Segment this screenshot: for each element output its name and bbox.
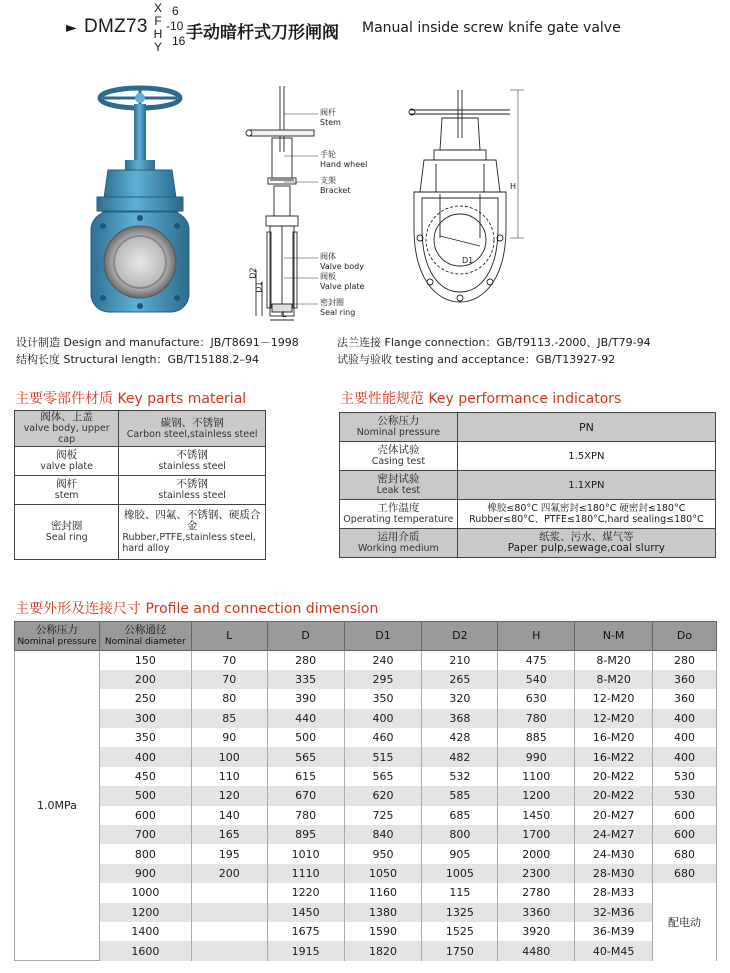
cell-d1: 565 — [344, 767, 422, 786]
performance-row: 公称压力 Nominal pressure PN — [340, 413, 716, 442]
cell-d1: 400 — [344, 709, 422, 728]
cell-d2: 905 — [422, 844, 498, 863]
cell-d1: 1160 — [344, 883, 422, 902]
cell-h: 2000 — [498, 844, 575, 863]
cell-d2: 115 — [422, 883, 498, 902]
cell-do: 600 — [653, 806, 717, 825]
label-dim-d: D1 — [254, 281, 264, 293]
leader-lines — [284, 82, 344, 322]
cell-nm: 16-M20 — [575, 728, 653, 747]
col-h: H — [498, 622, 575, 651]
cell-l: 165 — [191, 825, 267, 844]
cell-d: 895 — [267, 825, 344, 844]
dimensions-body — [15, 651, 717, 961]
cell-h: 540 — [498, 670, 575, 689]
performance-title: 主要性能规范 Key performance indicators — [340, 391, 622, 407]
table-row — [15, 844, 717, 863]
variant-letters — [152, 2, 164, 54]
cell-l: 120 — [191, 786, 267, 805]
cell-nm: 20-M22 — [575, 767, 653, 786]
header-arrow: ► — [66, 20, 77, 36]
cell-l: 110 — [191, 767, 267, 786]
cell-d: 500 — [267, 728, 344, 747]
cell-dn: 1400 — [99, 922, 191, 941]
cell-h: 1100 — [498, 767, 575, 786]
cell-h: 3920 — [498, 922, 575, 941]
cell-nm: 24-M27 — [575, 825, 653, 844]
std-structural: 结构长度 Structural length：GB/T15188.2–94 — [16, 353, 259, 366]
dimensions-title: 主要外形及连接尺寸 Profile and connection dimension — [15, 601, 379, 617]
cell-d2: 368 — [422, 709, 498, 728]
cell-d: 280 — [267, 651, 344, 670]
cell-d2: 320 — [422, 689, 498, 708]
cell-h: 2300 — [498, 864, 575, 883]
performance-row: 运用介质 Working medium 纸浆、污水、煤气等 Paper pulp,sewage,coal slurry — [340, 529, 716, 558]
title-en: Manual inside screw knife gate valve — [362, 20, 621, 36]
table-row — [15, 651, 717, 670]
nominal-pressure-cell: 1.0MPa — [15, 651, 100, 961]
col-d2: D2 — [422, 622, 498, 651]
cell-d1: 725 — [344, 806, 422, 825]
front-view-drawing — [400, 88, 530, 318]
col-d1: D1 — [344, 622, 422, 651]
cell-nm: 28-M33 — [575, 883, 653, 902]
label-valve-plate: 阀板 Valve plate — [320, 272, 365, 291]
cell-dn: 600 — [99, 806, 191, 825]
cell-do: 530 — [653, 767, 717, 786]
cell-d1: 1050 — [344, 864, 422, 883]
cell-l — [191, 883, 267, 902]
cell-d: 440 — [267, 709, 344, 728]
cell-d: 1675 — [267, 922, 344, 941]
pressure-6: 6 — [172, 4, 179, 18]
cell-h: 630 — [498, 689, 575, 708]
cell-dn: 450 — [99, 767, 191, 786]
table-row — [15, 825, 717, 844]
cell-nm: 24-M30 — [575, 844, 653, 863]
table-row — [15, 786, 717, 805]
table-row — [15, 747, 717, 766]
cell-l — [191, 941, 267, 960]
model-prefix: DMZ73 — [84, 16, 148, 37]
cell-nm: 36-M39 — [575, 922, 653, 941]
pressure-options — [166, 4, 185, 49]
cell-d: 670 — [267, 786, 344, 805]
col-nm: N-M — [575, 622, 653, 651]
table-row — [15, 883, 717, 902]
cell-dn: 400 — [99, 747, 191, 766]
col-l: L — [191, 622, 267, 651]
cell-dn: 200 — [99, 670, 191, 689]
cell-d2: 265 — [422, 670, 498, 689]
cell-dn: 1200 — [99, 903, 191, 922]
dimensions-header-row — [15, 622, 717, 651]
cell-d2: 210 — [422, 651, 498, 670]
cell-h: 885 — [498, 728, 575, 747]
performance-table — [339, 412, 716, 558]
cell-nm: 12-M20 — [575, 709, 653, 728]
cell-d1: 840 — [344, 825, 422, 844]
cell-dn: 800 — [99, 844, 191, 863]
label-dim-l: L — [282, 310, 287, 319]
label-handwheel: 手轮 Hand wheel — [320, 150, 368, 169]
cell-h: 990 — [498, 747, 575, 766]
cell-d1: 460 — [344, 728, 422, 747]
cell-nm: 32-M36 — [575, 903, 653, 922]
table-row — [15, 922, 717, 941]
cell-do: 400 — [653, 747, 717, 766]
cell-d: 390 — [267, 689, 344, 708]
cell-dn: 350 — [99, 728, 191, 747]
cell-nm: 20-M27 — [575, 806, 653, 825]
cell-do: 530 — [653, 786, 717, 805]
cell-h: 2780 — [498, 883, 575, 902]
cell-dn: 1600 — [99, 941, 191, 960]
cell-d1: 515 — [344, 747, 422, 766]
cell-d1: 240 — [344, 651, 422, 670]
dimensions-table — [14, 621, 717, 961]
cell-l: 70 — [191, 670, 267, 689]
cell-d: 1110 — [267, 864, 344, 883]
cell-l: 140 — [191, 806, 267, 825]
cell-d: 335 — [267, 670, 344, 689]
table-row — [15, 864, 717, 883]
cell-l: 200 — [191, 864, 267, 883]
cell-dn: 900 — [99, 864, 191, 883]
cell-d: 780 — [267, 806, 344, 825]
cell-dn: 1000 — [99, 883, 191, 902]
cell-do: 680 — [653, 844, 717, 863]
label-dim-d2: D2 — [248, 267, 258, 279]
cell-l: 70 — [191, 651, 267, 670]
cell-nm: 28-M30 — [575, 864, 653, 883]
figures-area — [0, 70, 730, 330]
cell-nm: 12-M20 — [575, 689, 653, 708]
cell-nm: 8-M20 — [575, 670, 653, 689]
cell-do: 680 — [653, 864, 717, 883]
label-seal-ring: 密封圈 Seal ring — [320, 298, 356, 317]
cell-d2: 585 — [422, 786, 498, 805]
label-stem: 阀杆 Stem — [320, 108, 341, 127]
cell-h: 1450 — [498, 806, 575, 825]
cell-d2: 1525 — [422, 922, 498, 941]
cell-nm: 40-M45 — [575, 941, 653, 960]
cell-d1: 1590 — [344, 922, 422, 941]
col-do: Do — [653, 622, 717, 651]
table-row — [15, 689, 717, 708]
table-row — [15, 903, 717, 922]
cell-l: 90 — [191, 728, 267, 747]
table-row — [15, 728, 717, 747]
cell-l: 80 — [191, 689, 267, 708]
table-row — [15, 806, 717, 825]
cell-do: 360 — [653, 689, 717, 708]
cell-l — [191, 922, 267, 941]
cell-d2: 532 — [422, 767, 498, 786]
variant-y: Y — [153, 40, 162, 54]
cell-h: 1700 — [498, 825, 575, 844]
cell-h: 475 — [498, 651, 575, 670]
cell-d2: 1005 — [422, 864, 498, 883]
cell-d: 1450 — [267, 903, 344, 922]
cell-d2: 428 — [422, 728, 498, 747]
variant-x: X — [153, 1, 162, 15]
cell-d2: 800 — [422, 825, 498, 844]
variant-h: H — [153, 27, 163, 41]
material-row: 阀杆 stem 不锈钢 stainless steel — [15, 476, 266, 505]
page-header — [48, 2, 718, 54]
cell-h: 1200 — [498, 786, 575, 805]
valve-photo — [83, 82, 213, 317]
cell-do: 400 — [653, 709, 717, 728]
cell-d1: 1820 — [344, 941, 422, 960]
performance-row: 密封试验 Leak test 1.1XPN — [340, 471, 716, 500]
performance-row: 壳体试验 Casing test 1.5XPN — [340, 442, 716, 471]
std-flange: 法兰连接 Flange connection：GB/T9113.-2000、JB/T79-94 — [337, 336, 651, 349]
cell-do: 360 — [653, 670, 717, 689]
pressure-16: 16 — [172, 34, 186, 48]
label-dim-h: H — [510, 182, 517, 191]
cell-dn: 250 — [99, 689, 191, 708]
material-row: 密封圈 Seal ring 橡胶、四氟、不锈钢、硬质合金 Rubber,PTFE,stainless steel, hard alloy — [15, 505, 266, 560]
cell-l: 100 — [191, 747, 267, 766]
label-dim-d1: D1 — [462, 256, 474, 265]
material-row: 阀体、上盖 valve body, upper cap 碳钢、不锈钢 Carbon steel,stainless steel — [15, 411, 266, 447]
cell-d1: 1380 — [344, 903, 422, 922]
cell-d: 1220 — [267, 883, 344, 902]
cell-d2: 482 — [422, 747, 498, 766]
cell-h: 4480 — [498, 941, 575, 960]
table-row — [15, 670, 717, 689]
cell-h: 3360 — [498, 903, 575, 922]
cell-d1: 950 — [344, 844, 422, 863]
cell-d2: 1325 — [422, 903, 498, 922]
cell-l: 195 — [191, 844, 267, 863]
cell-do: 600 — [653, 825, 717, 844]
cell-d1: 620 — [344, 786, 422, 805]
material-row: 阀板 valve plate 不锈钢 stainless steel — [15, 447, 266, 476]
cell-l — [191, 903, 267, 922]
cell-nm: 16-M22 — [575, 747, 653, 766]
title-cn: 手动暗杆式刀形闸阀 — [186, 23, 339, 43]
col-nominal-pressure: 公称压力 Nominal pressure — [15, 622, 100, 651]
std-testing: 试验与验收 testing and acceptance：GB/T13927-92 — [337, 353, 616, 366]
cell-do: 280 — [653, 651, 717, 670]
label-bracket: 支架 Bracket — [320, 176, 351, 195]
cell-d1: 295 — [344, 670, 422, 689]
variant-f: F — [154, 14, 162, 28]
performance-row: 工作温度 Operating temperature 橡胶≤80°C 四氟密封≤180°C 硬密封≤180°C Rubber≤80°C、PTFE≤180°C,hard sealing≤180°C — [340, 500, 716, 529]
cell-d: 615 — [267, 767, 344, 786]
table-row — [15, 941, 717, 960]
cell-dn: 700 — [99, 825, 191, 844]
cell-d2: 1750 — [422, 941, 498, 960]
cell-nm: 8-M20 — [575, 651, 653, 670]
cell-nm: 20-M22 — [575, 786, 653, 805]
col-d: D — [267, 622, 344, 651]
cell-dn: 500 — [99, 786, 191, 805]
cell-d: 1010 — [267, 844, 344, 863]
std-design: 设计制造 Design and manufacture：JB/T8691－1998 — [16, 336, 299, 349]
cell-h: 780 — [498, 709, 575, 728]
materials-title: 主要零部件材质 Key parts material — [15, 391, 247, 407]
cell-dn: 300 — [99, 709, 191, 728]
table-row — [15, 709, 717, 728]
cell-d2: 685 — [422, 806, 498, 825]
label-valve-body: 阀体 Valve body — [320, 252, 364, 271]
cell-d: 565 — [267, 747, 344, 766]
cell-do: 400 — [653, 728, 717, 747]
cell-dn: 150 — [99, 651, 191, 670]
pressure-10: -10 — [166, 19, 184, 33]
materials-table — [14, 410, 266, 560]
electric-note-cell: 配电动 — [653, 883, 717, 961]
table-row — [15, 767, 717, 786]
cell-d: 1915 — [267, 941, 344, 960]
col-nominal-diameter: 公称通径 Nominal diameter — [99, 622, 191, 651]
cell-d1: 350 — [344, 689, 422, 708]
cell-l: 85 — [191, 709, 267, 728]
